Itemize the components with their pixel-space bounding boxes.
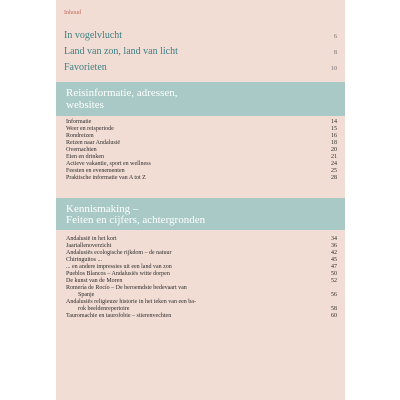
reisinformatie-band — [56, 82, 345, 116]
list-item[interactable] — [66, 119, 337, 126]
list-item[interactable] — [66, 313, 337, 320]
list-item-title: Jaartallenoverzicht — [66, 243, 112, 249]
list-item-title: Overnachten — [66, 147, 97, 153]
list-item-page: 20 — [331, 147, 337, 153]
reisinformatie-list — [66, 119, 337, 182]
list-item[interactable] — [66, 264, 337, 271]
list-item[interactable] — [66, 133, 337, 140]
list-item[interactable] — [66, 285, 337, 292]
intro-item-page: 10 — [331, 66, 337, 72]
list-item[interactable] — [66, 306, 337, 313]
list-item-page: 25 — [331, 168, 337, 174]
intro-item[interactable] — [64, 30, 337, 46]
list-item-title: Andalusië in het kort — [66, 236, 117, 242]
section-label: Inhoud — [64, 10, 81, 16]
list-item-title: Tauromachie en taurofobie – stierenvechten — [66, 313, 172, 319]
kennismaking-band — [56, 198, 345, 230]
intro-item[interactable] — [64, 46, 337, 62]
list-item-page: 47 — [331, 264, 337, 270]
list-item-page: 28 — [331, 175, 337, 181]
list-item[interactable] — [66, 140, 337, 147]
list-item-title: rok beeldenrepertoire — [78, 306, 130, 312]
list-item-page: 52 — [331, 278, 337, 284]
list-item-title: De kunst van de Moren — [66, 278, 123, 284]
list-item[interactable] — [66, 161, 337, 168]
list-item[interactable] — [66, 292, 337, 299]
list-item[interactable] — [66, 278, 337, 285]
kennismaking-list — [66, 236, 337, 320]
list-item-title: Andalusiës religieuze historie in het teken van een ba- — [66, 299, 196, 305]
list-item[interactable] — [66, 175, 337, 182]
list-item-title: Informatie — [66, 119, 92, 125]
intro-item-title: Favorieten — [64, 62, 107, 73]
list-item-page: 24 — [331, 161, 337, 167]
list-item-page: 50 — [331, 271, 337, 277]
list-item-title: Weer en reisperiode — [66, 126, 114, 132]
list-item[interactable] — [66, 299, 337, 306]
list-item-page: 42 — [331, 250, 337, 256]
list-item-page: 15 — [331, 126, 337, 132]
list-item-title: Rondreizen — [66, 133, 94, 139]
intro-list — [64, 30, 337, 78]
list-item-page: 56 — [331, 292, 337, 298]
list-item-title: Chiringuitos ... — [66, 257, 103, 263]
list-item-page: 18 — [331, 140, 337, 146]
list-item-page: 45 — [331, 257, 337, 263]
list-item-title: Eten en drinken — [66, 154, 104, 160]
kennismaking-title-line2: Feiten en cijfers, achtergronden — [66, 214, 206, 226]
list-item-title: Praktische informatie van A tot Z — [66, 175, 146, 181]
list-item-title: Romería de Rocío – De beroemdste bedevaart van — [66, 285, 187, 291]
list-item[interactable] — [66, 168, 337, 175]
list-item-page: 34 — [331, 236, 337, 242]
list-item-title: Andalusiës ecologische rijkdom – de natuur — [66, 250, 172, 256]
list-item-page: 14 — [331, 119, 337, 125]
list-item[interactable] — [66, 147, 337, 154]
list-item[interactable] — [66, 257, 337, 264]
list-item-page: 60 — [331, 313, 337, 319]
intro-item[interactable] — [64, 62, 337, 78]
list-item[interactable] — [66, 271, 337, 278]
list-item[interactable] — [66, 243, 337, 250]
list-item-page: 58 — [331, 306, 337, 312]
reisinformatie-title-line2: websites — [66, 99, 104, 111]
reisinformatie-title-line1: Reisinformatie, adressen, — [66, 87, 178, 99]
list-item-title: Pueblos Blancos – Andalusiës witte dorpen — [66, 271, 170, 277]
kennismaking-title-line1: Kennismaking – — [66, 203, 139, 215]
intro-item-title: Land van zon, land van licht — [64, 46, 178, 57]
list-item-page: 21 — [331, 154, 337, 160]
list-item-title: Reizen naar Andalusië — [66, 140, 120, 146]
intro-item-title: In vogelvlucht — [64, 30, 123, 41]
list-item-title: Feesten en evenementen — [66, 168, 125, 174]
intro-item-page: 8 — [334, 50, 337, 56]
intro-item-page: 6 — [334, 34, 337, 40]
list-item[interactable] — [66, 250, 337, 257]
list-item-page: 16 — [331, 133, 337, 139]
list-item-page: 36 — [331, 243, 337, 249]
list-item[interactable] — [66, 126, 337, 133]
list-item[interactable] — [66, 236, 337, 243]
list-item-title: ... en andere impressies uit een land van zon — [66, 264, 172, 270]
list-item-title: Actieve vakantie, sport en wellness — [66, 161, 151, 167]
toc-page — [56, 0, 345, 400]
list-item[interactable] — [66, 154, 337, 161]
list-item-title: Spanje — [78, 292, 95, 298]
